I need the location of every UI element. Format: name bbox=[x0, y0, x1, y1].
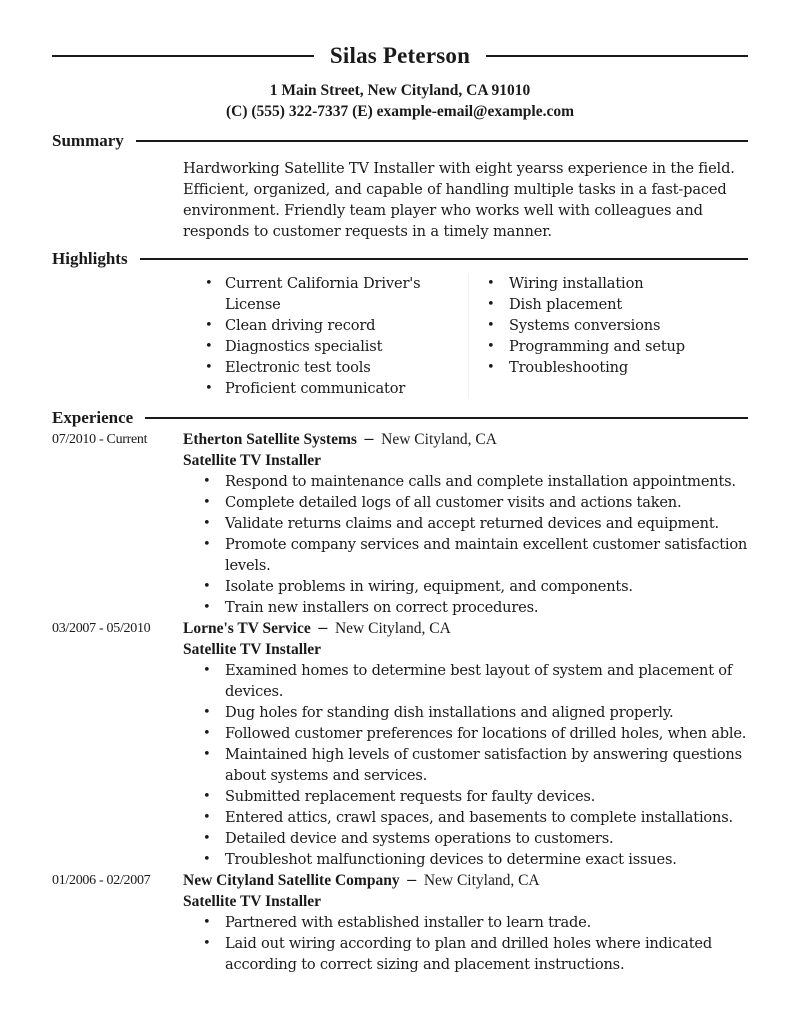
candidate-name: Silas Peterson bbox=[329, 43, 471, 68]
highlights-right-column bbox=[469, 273, 739, 399]
job-bullet-item: • Followed customer preferences for locations of drilled holes, when able. bbox=[203, 725, 747, 742]
bullet-icon: • bbox=[205, 318, 213, 333]
bullet-icon: • bbox=[203, 705, 211, 720]
job-dates: 03/2007 - 05/2010 bbox=[52, 621, 151, 636]
job-body bbox=[183, 870, 748, 975]
highlight-item: • Wiring installation bbox=[487, 275, 644, 292]
highlight-item: • Electronic test tools bbox=[205, 359, 371, 376]
summary-line: Hardworking Satellite TV Installer with eight yearss experience in the field. bbox=[183, 160, 735, 177]
highlights-left-column bbox=[183, 273, 469, 399]
bullet-icon: • bbox=[203, 537, 211, 552]
summary-line: environment. Friendly team player who works well with colleagues and bbox=[183, 202, 703, 219]
dash-separator: − bbox=[362, 431, 376, 448]
job-title: Satellite TV Installer bbox=[183, 641, 322, 658]
summary-heading-row bbox=[52, 130, 748, 152]
dash-separator: − bbox=[316, 620, 329, 637]
summary-rule bbox=[136, 140, 748, 142]
job-company: New Cityland Satellite Company bbox=[183, 872, 400, 889]
header-rule-right bbox=[486, 55, 748, 57]
header-rule-left bbox=[52, 55, 314, 57]
bullet-icon: • bbox=[487, 297, 495, 312]
bullet-icon: • bbox=[203, 789, 211, 804]
job-bullet-item: • Entered attics, crawl spaces, and basements to complete installations. bbox=[203, 809, 733, 826]
bullet-icon: • bbox=[487, 276, 495, 291]
job-bullet-item: • Dug holes for standing dish installations and aligned properly. bbox=[203, 704, 674, 721]
job-bullet-item: • Partnered with established installer to learn trade. bbox=[203, 914, 592, 931]
job-bullet-item: • Isolate problems in wiring, equipment, and components. bbox=[203, 578, 633, 595]
job-title: Satellite TV Installer bbox=[183, 452, 322, 469]
bullet-icon: • bbox=[203, 726, 211, 741]
highlight-item: • Current California Driver's License bbox=[205, 275, 421, 313]
dash-separator: − bbox=[405, 872, 418, 889]
bullet-icon: • bbox=[203, 747, 211, 762]
job-bullet-item: • Promote company services and maintain excellent customer satisfaction levels. bbox=[203, 536, 748, 574]
job-company-line bbox=[183, 429, 748, 450]
highlight-item: • Diagnostics specialist bbox=[205, 338, 383, 355]
job-bullets bbox=[183, 471, 748, 618]
job-body bbox=[183, 429, 748, 618]
highlight-item: • Dish placement bbox=[487, 296, 623, 313]
experience-title: Experience bbox=[52, 408, 134, 427]
highlight-item: • Programming and setup bbox=[487, 338, 685, 355]
bullet-icon: • bbox=[203, 852, 211, 867]
bullet-icon: • bbox=[203, 831, 211, 846]
bullet-icon: • bbox=[203, 495, 211, 510]
experience-heading-row bbox=[52, 407, 748, 429]
summary-text bbox=[183, 158, 748, 242]
highlights-columns bbox=[183, 273, 748, 399]
job-company: Lorne's TV Service bbox=[183, 620, 311, 637]
bullet-icon: • bbox=[203, 810, 211, 825]
highlights-heading-row bbox=[52, 248, 748, 270]
job-dates: 07/2010 - Current bbox=[52, 432, 148, 447]
highlight-item: • Proficient communicator bbox=[205, 380, 406, 397]
job-bullet-item: • Detailed device and systems operations to customers. bbox=[203, 830, 614, 847]
experience-rule bbox=[145, 417, 748, 419]
job-company-line bbox=[183, 870, 748, 891]
job-entry bbox=[52, 618, 748, 870]
phone-email: (C) (555) 322-7337 (E) example-email@example.com bbox=[225, 103, 574, 120]
job-company: Etherton Satellite Systems bbox=[183, 431, 357, 448]
experience-section bbox=[52, 407, 748, 975]
highlight-item: • Systems conversions bbox=[487, 317, 661, 334]
bullet-icon: • bbox=[205, 360, 213, 375]
job-title: Satellite TV Installer bbox=[183, 893, 322, 910]
job-bullet-item: • Complete detailed logs of all customer visits and actions taken. bbox=[203, 494, 682, 511]
job-bullet-item: • Laid out wiring according to plan and drilled holes where indicated according to correct sizing and placement instructions. bbox=[203, 935, 712, 973]
bullet-icon: • bbox=[205, 339, 213, 354]
bullet-icon: • bbox=[203, 579, 211, 594]
bullet-icon: • bbox=[487, 360, 495, 375]
bullet-icon: • bbox=[203, 474, 211, 489]
job-bullets bbox=[183, 912, 748, 975]
job-dates: 01/2006 - 02/2007 bbox=[52, 873, 151, 888]
highlight-item: • Clean driving record bbox=[205, 317, 376, 334]
job-bullet-item: • Examined homes to determine best layout of system and placement of devices. bbox=[203, 662, 733, 700]
job-location: New Cityland, CA bbox=[381, 431, 497, 448]
name-row bbox=[52, 38, 748, 74]
summary-line: Efficient, organized, and capable of handling multiple tasks in a fast-paced bbox=[183, 181, 727, 198]
bullet-icon: • bbox=[487, 339, 495, 354]
highlights-rule bbox=[140, 258, 748, 260]
bullet-icon: • bbox=[203, 663, 211, 678]
bullet-icon: • bbox=[203, 516, 211, 531]
summary-section bbox=[52, 130, 748, 242]
summary-line: responds to customer requests in a timely manner. bbox=[183, 223, 552, 240]
job-bullet-item: • Train new installers on correct procedures. bbox=[203, 599, 539, 616]
job-bullet-item: • Respond to maintenance calls and complete installation appointments. bbox=[203, 473, 736, 490]
resume-header bbox=[52, 38, 748, 122]
job-bullet-item: • Maintained high levels of customer satisfaction by answering questions about systems and services. bbox=[203, 746, 742, 784]
job-bullet-item: • Submitted replacement requests for faulty devices. bbox=[203, 788, 596, 805]
bullet-icon: • bbox=[487, 318, 495, 333]
job-company-line bbox=[183, 618, 748, 639]
job-bullet-item: • Troubleshot malfunctioning devices to determine exact issues. bbox=[203, 851, 677, 868]
job-body bbox=[183, 618, 748, 870]
job-location: New Cityland, CA bbox=[334, 620, 451, 637]
bullet-icon: • bbox=[203, 936, 211, 951]
job-bullets bbox=[183, 660, 748, 870]
highlight-item: • Troubleshooting bbox=[487, 359, 629, 376]
address: 1 Main Street, New Cityland, CA 91010 bbox=[269, 82, 531, 99]
bullet-icon: • bbox=[205, 276, 213, 291]
highlights-title: Highlights bbox=[52, 249, 128, 268]
bullet-icon: • bbox=[205, 381, 213, 396]
job-entry bbox=[52, 429, 748, 618]
bullet-icon: • bbox=[203, 600, 211, 615]
highlights-section bbox=[52, 248, 748, 399]
job-bullet-item: • Validate returns claims and accept returned devices and equipment. bbox=[203, 515, 719, 532]
job-entry bbox=[52, 870, 748, 975]
summary-title: Summary bbox=[52, 131, 124, 150]
bullet-icon: • bbox=[203, 915, 211, 930]
job-location: New Cityland, CA bbox=[423, 872, 540, 889]
